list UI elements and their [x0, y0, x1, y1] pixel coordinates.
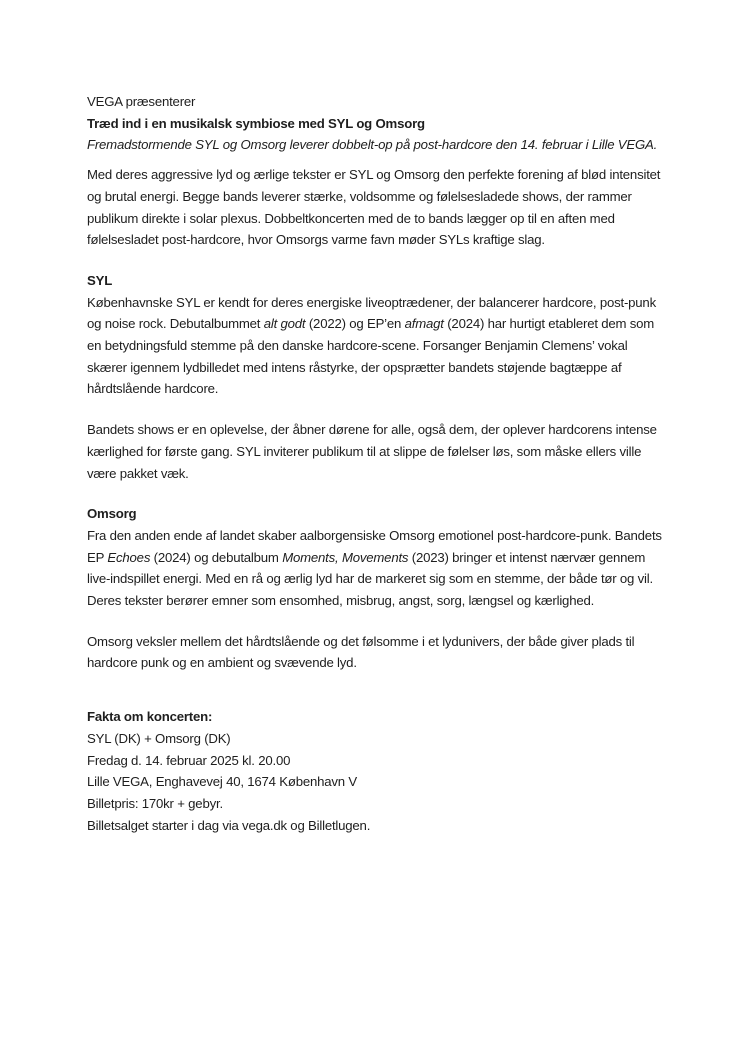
- text-run: Omsorg: [87, 506, 137, 522]
- text-run: (2024) og debutalbum: [150, 549, 283, 565]
- text-run: Echoes: [107, 549, 151, 565]
- text-run: Moments, Movements: [282, 549, 409, 565]
- text-run: (2023) bringer et intenst nærvær gennem live-indspillet energi. Med en rå og ærlig lyd har de markeret sig som en stemme, der både tør og vil. Deres tekster berører emner som ensomhed, misbrug, angst, sorg, længsel og kærlighed.: [87, 549, 653, 609]
- paragraph-omsorg-1: [87, 525, 669, 612]
- text-run: Bandets shows er en oplevelse, der åbner dørene for alle, også dem, der oplever hardcorens intense kærlighed for første gang. SYL inviterer publikum til at slippe de følelser løs, som måske ellers ville være pakket væk.: [87, 422, 657, 481]
- text-run: alt godt: [263, 316, 306, 332]
- text-run: Fra den anden ende af landet skaber aalborgensiske Omsorg emotionel post-hardcore-punk. Bandets EP: [87, 527, 662, 565]
- text-run: Lille VEGA, Enghavevej 40, 1674 København V: [87, 774, 357, 790]
- text-run: SYL: [87, 272, 113, 288]
- paragraph-syl-2: [87, 419, 669, 484]
- text-run: Billetpris: 170kr + gebyr.: [87, 795, 223, 811]
- heading-omsorg: [87, 503, 669, 525]
- text-run: SYL (DK) + Omsorg (DK): [87, 730, 231, 746]
- heading-syl: [87, 270, 669, 292]
- text-run: (2024) har hurtigt etableret dem som en betydningsfuld stemme på den danske hardcore-scene. Forsanger Benjamin Clemens’ vokal skærer igennem lydbilledet med intens råstyrke, der opsprætter bandets støjende bagtæppe af hårdtslående hardcore.: [87, 316, 655, 397]
- text-run: Med deres aggressive lyd og ærlige tekster er SYL og Omsorg den perfekte forening af blød intensitet og brutal energi. Begge bands leverer stærke, voldsomme og følelsesladede shows, der rammer publikum direkte i solar plexus. Dobbeltkoncerten med de to bands lægger op til en aften med følelsesladet post-hardcore, hvor Omsorgs varme favn møder SYLs kraftige slag.: [87, 167, 661, 248]
- text-run: Billetsalget starter i dag via vega.dk og Billetlugen.: [87, 817, 371, 833]
- text-run: Træd ind i en musikalsk symbiose med SYL og Omsorg: [87, 115, 425, 131]
- text-run: Fakta om koncerten:: [87, 709, 213, 725]
- text-run: afmagt: [404, 316, 444, 332]
- paragraph-syl-1: [87, 292, 669, 401]
- document-body: [87, 91, 669, 836]
- text-run: (2022) og EP’en: [305, 316, 405, 332]
- spacer-before-facts: [87, 693, 669, 706]
- text-run: Omsorg veksler mellem det hårdtslående og det følsomme i et lydunivers, der både giver plads til hardcore punk og en ambient og svævende lyd.: [87, 633, 635, 671]
- text-run: Københavnske SYL er kendt for deres energiske liveoptrædener, der balancerer hardcore, post-punk og noise rock. Debutalbummet: [87, 294, 656, 332]
- text-run: Fremadstormende SYL og Omsorg leverer dobbelt-op på post-hardcore den 14. februar i Lille VEGA.: [87, 137, 658, 153]
- paragraph-lead: [87, 164, 669, 251]
- text-run: Fredag d. 14. februar 2025 kl. 20.00: [87, 752, 291, 768]
- intro: [87, 91, 669, 156]
- facts: [87, 706, 669, 836]
- paragraph-omsorg-2: [87, 631, 669, 674]
- text-run: VEGA præsenterer: [87, 94, 196, 109]
